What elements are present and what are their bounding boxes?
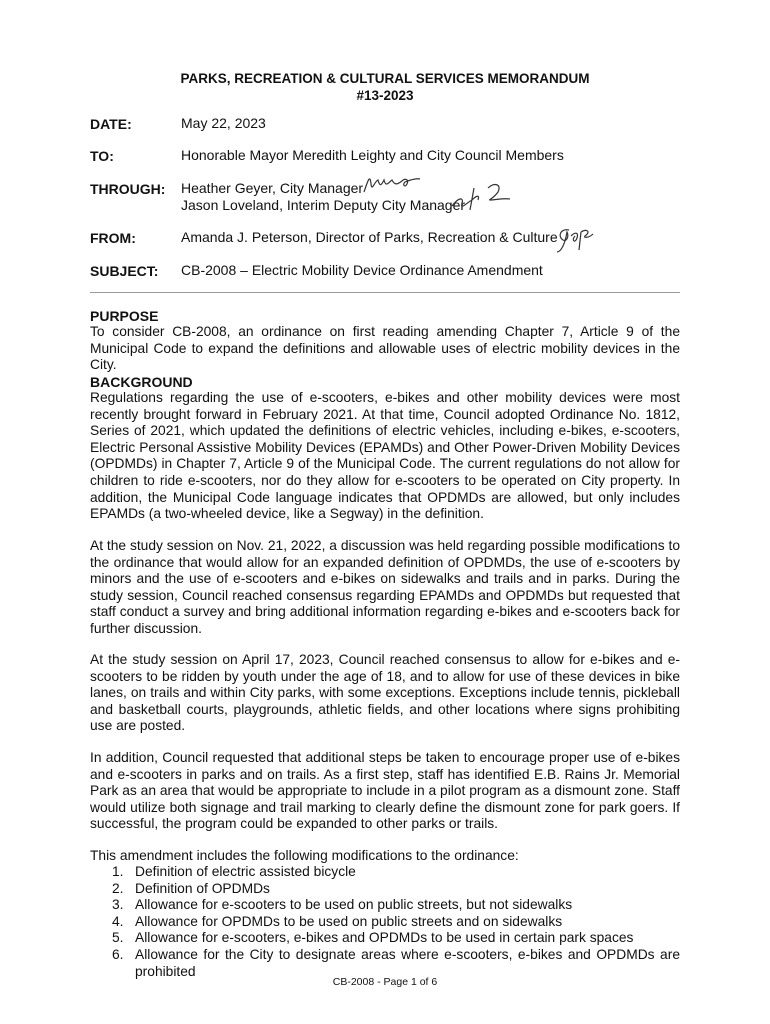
from-label: FROM: xyxy=(90,230,136,246)
list-item: 3. Allowance for e-scooters to be used on public streets, but not sidewalks xyxy=(112,897,573,913)
date-label: DATE: xyxy=(90,116,132,132)
background-paragraph: Regulations regarding the use of e-scooters, e-bikes and other mobility devices were most recently brought forward in February 2021. At that time, Council adopted Ordinance No. 1812, Series of 2021, which updated the definitions of electric vehicles, including e-bikes, e-scooters, Electric Personal Assistive Mobility Devices (EPAMDs) and Other Power-Driven Mobility Devices (OPDMDs) in Chapter 7, Article 9 of the Municipal Code. The current regulations do not allow for children to ride e-scooters, nor do they allow for e-scooters to be operated on City property. In addition, the Municipal Code language indicates that OPDMDs are allowed, but only includes EPAMDs (a two-wheeled device, like a Segway) in the definition. xyxy=(90,390,680,522)
memo-number: #13-2023 xyxy=(356,88,414,103)
background-paragraph: In addition, Council requested that additional steps be taken to encourage proper use of e-bikes and e-scooters in parks and on trails. As a first step, staff has identified E.B. Rains Jr. Memorial Park as an area that would be appropriate to include in a pilot program as a dismount zone. Staff would utilize both signage and trail marking to clearly define the dismount zone for park goers. If successful, the program could be expanded to other parks or trails. xyxy=(90,750,680,832)
list-item: 2. Definition of OPDMDs xyxy=(112,880,270,896)
list-item: 1. Definition of electric assisted bicycle xyxy=(112,864,356,879)
amendment-intro: This amendment includes the following modifications to the ordinance: xyxy=(90,848,519,863)
subject-label: SUBJECT: xyxy=(90,263,159,279)
background-paragraph: At the study session on Nov. 21, 2022, a discussion was held regarding possible modifications to the ordinance that would allow for an expanded definition of OPDMDs, the use of e-scooters by minors and the use of e-scooters and e-bikes on sidewalks and trails and in parks. During the study session, Council reached consensus regarding EPAMDs and OPDMDs but requested that staff conduct a survey and bring additional information regarding e-bikes and e-scooters back for further discussion. xyxy=(90,538,680,636)
initials-signature-director xyxy=(555,222,595,256)
modifications-list xyxy=(90,864,680,980)
purpose-heading: PURPOSE xyxy=(90,308,159,324)
date-value: May 22, 2023 xyxy=(181,115,266,131)
through-value-city-manager: Heather Geyer, City Manager xyxy=(181,180,364,196)
memo-title: PARKS, RECREATION & CULTURAL SERVICES MEMORANDUM xyxy=(180,71,590,86)
subject-value: CB-2008 – Electric Mobility Device Ordinance Amendment xyxy=(181,262,543,278)
through-value-deputy-manager: Jason Loveland, Interim Deputy City Manager xyxy=(181,197,466,213)
list-item: 5. Allowance for e-scooters, e-bikes and OPDMDs to be used in certain park spaces xyxy=(112,930,634,946)
list-item: 6. Allowance for the City to designate areas where e-scooters, e-bikes and OPDMDs are prohibited xyxy=(112,946,680,979)
purpose-paragraph: To consider CB-2008, an ordinance on first reading amending Chapter 7, Article 9 of the Municipal Code to expand the definitions and allowable uses of electric mobility devices in the City. xyxy=(90,324,680,373)
list-item: 4. Allowance for OPDMDs to be used on public streets and on sidewalks xyxy=(112,913,563,929)
to-label: TO: xyxy=(90,148,114,164)
background-heading: BACKGROUND xyxy=(90,374,193,390)
to-value: Honorable Mayor Meredith Leighty and City Council Members xyxy=(181,147,564,163)
page-footer: CB-2008 - Page 1 of 6 xyxy=(332,976,438,988)
initials-signature-deputy-manager xyxy=(448,180,514,214)
background-paragraph: At the study session on April 17, 2023, Council reached consensus to allow for e-bikes and e-scooters to be ridden by youth under the age of 18, and to allow for use of these devices in bike lanes, on trails and within City parks, with some exceptions. Exceptions include tennis, pickleball and basketball courts, playgrounds, athletic fields, and other locations where signs prohibiting use are posted. xyxy=(90,652,680,734)
header-divider xyxy=(90,292,680,293)
initials-signature-city-manager xyxy=(362,170,422,198)
from-value: Amanda J. Peterson, Director of Parks, Recreation & Culture xyxy=(181,229,558,245)
through-label: THROUGH: xyxy=(90,181,166,197)
